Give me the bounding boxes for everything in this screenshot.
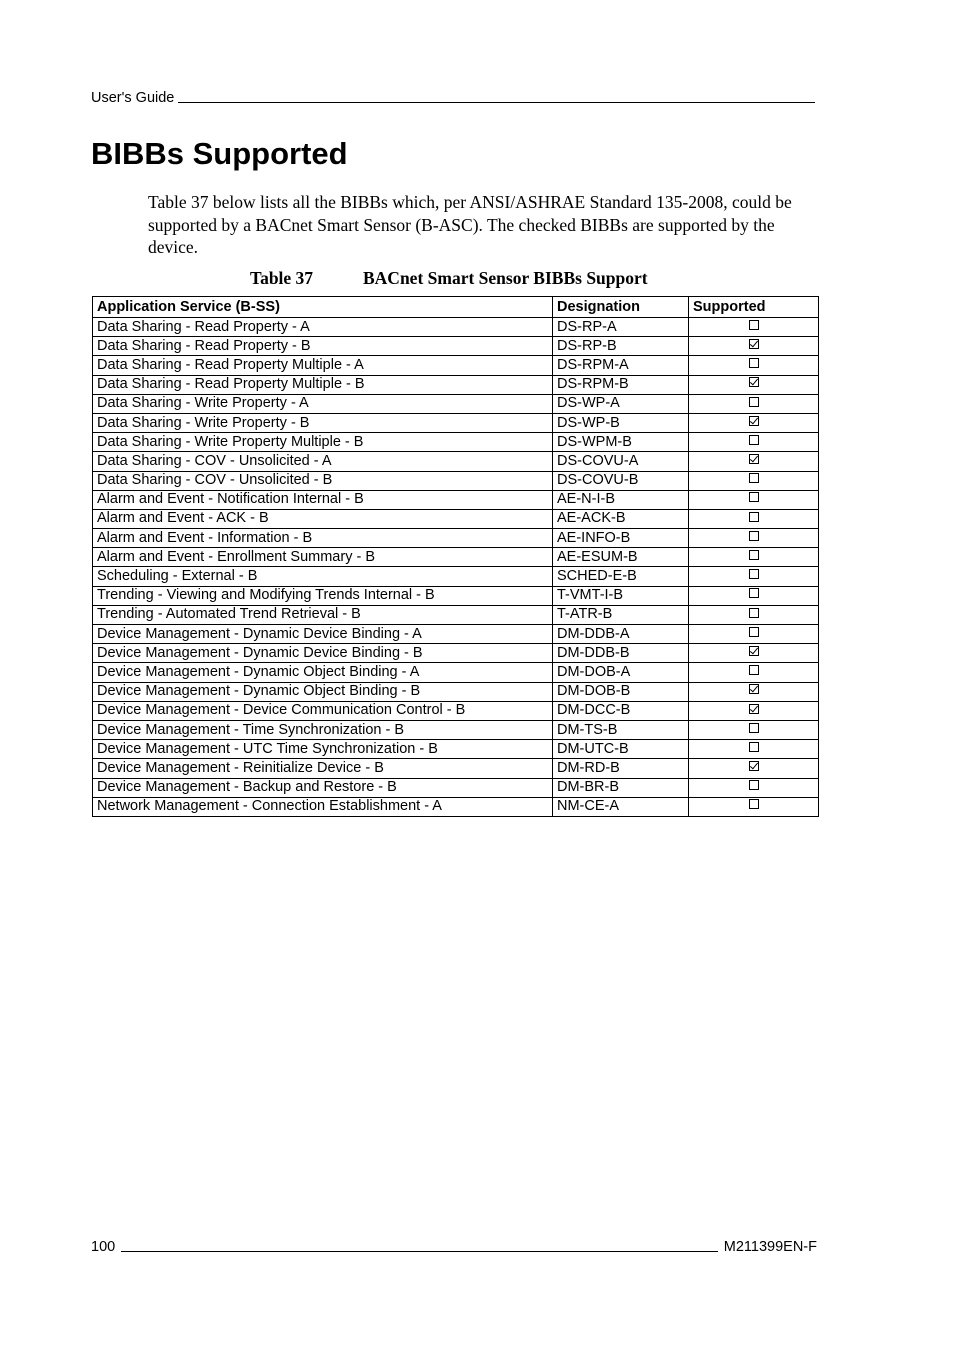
checked-box-icon (749, 684, 759, 694)
supported-cell (689, 394, 819, 413)
table-row (93, 490, 819, 509)
intro-paragraph: Table 37 below lists all the BIBBs which, per ANSI/ASHRAE Standard 135-2008, could be supported by a BACnet Smart Sensor (B-ASC). The checked BIBBs are supported by the device. (148, 192, 792, 257)
table-header-row (93, 297, 819, 318)
unchecked-box-icon (749, 780, 759, 790)
service-cell: Data Sharing - COV - Unsolicited - B (93, 471, 553, 490)
service-cell: Device Management - Backup and Restore - B (93, 778, 553, 797)
table-row (93, 720, 819, 739)
checked-box-icon (749, 416, 759, 426)
supported-cell (689, 759, 819, 778)
running-header (91, 90, 815, 106)
column-header-designation: Designation (553, 297, 689, 318)
unchecked-box-icon (749, 397, 759, 407)
unchecked-box-icon (749, 435, 759, 445)
table-caption-text: BACnet Smart Sensor BIBBs Support (363, 268, 648, 288)
unchecked-box-icon (749, 358, 759, 368)
header-text: User's Guide (91, 90, 175, 106)
service-cell: Data Sharing - Write Property - A (93, 394, 553, 413)
designation-cell: DM-RD-B (553, 759, 689, 778)
table-row (93, 509, 819, 528)
table-row (93, 740, 819, 759)
table-row (93, 682, 819, 701)
supported-cell (689, 548, 819, 567)
page-title: BIBBs Supported (91, 136, 348, 171)
supported-cell (689, 567, 819, 586)
table-row (93, 318, 819, 337)
service-cell: Data Sharing - Read Property - A (93, 318, 553, 337)
table-row (93, 375, 819, 394)
designation-cell: DM-UTC-B (553, 740, 689, 759)
designation-cell: DM-DOB-B (553, 682, 689, 701)
unchecked-box-icon (749, 531, 759, 541)
doc-code: M211399EN-F (723, 1239, 817, 1255)
unchecked-box-icon (749, 588, 759, 598)
table-row (93, 356, 819, 375)
service-cell: Data Sharing - COV - Unsolicited - A (93, 452, 553, 471)
service-cell: Device Management - Reinitialize Device - B (93, 759, 553, 778)
unchecked-box-icon (749, 799, 759, 809)
service-cell: Data Sharing - Write Property - B (93, 413, 553, 432)
table-body (93, 318, 819, 817)
table-caption-number: Table 37 (250, 268, 314, 288)
designation-cell: NM-CE-A (553, 797, 689, 816)
service-cell: Data Sharing - Read Property Multiple - B (93, 375, 553, 394)
unchecked-box-icon (749, 723, 759, 733)
page-number: 100 (91, 1239, 116, 1255)
supported-cell (689, 356, 819, 375)
designation-cell: DS-WPM-B (553, 433, 689, 452)
designation-cell: DS-COVU-B (553, 471, 689, 490)
designation-cell: DS-WP-B (553, 413, 689, 432)
designation-cell: AE-INFO-B (553, 529, 689, 548)
service-cell: Device Management - Dynamic Object Binding - B (93, 682, 553, 701)
service-cell: Device Management - Dynamic Device Binding - B (93, 644, 553, 663)
service-cell: Data Sharing - Read Property Multiple - A (93, 356, 553, 375)
table-row (93, 433, 819, 452)
table-caption (250, 268, 648, 289)
checked-box-icon (749, 454, 759, 464)
supported-cell (689, 682, 819, 701)
table-row (93, 394, 819, 413)
table-row (93, 663, 819, 682)
supported-cell (689, 433, 819, 452)
table-row (93, 778, 819, 797)
designation-cell: AE-N-I-B (553, 490, 689, 509)
checked-box-icon (749, 339, 759, 349)
bibbs-table (92, 296, 819, 817)
service-cell: Data Sharing - Read Property - B (93, 337, 553, 356)
designation-cell: T-VMT-I-B (553, 586, 689, 605)
unchecked-box-icon (749, 569, 759, 579)
table-row (93, 567, 819, 586)
designation-cell: DS-COVU-A (553, 452, 689, 471)
designation-cell: DM-DCC-B (553, 701, 689, 720)
designation-cell: AE-ACK-B (553, 509, 689, 528)
checked-box-icon (749, 761, 759, 771)
service-cell: Device Management - Dynamic Device Binding - A (93, 625, 553, 644)
supported-cell (689, 605, 819, 624)
service-cell: Alarm and Event - Information - B (93, 529, 553, 548)
table-row (93, 701, 819, 720)
service-cell: Trending - Automated Trend Retrieval - B (93, 605, 553, 624)
unchecked-box-icon (749, 512, 759, 522)
designation-cell: DS-RPM-B (553, 375, 689, 394)
column-header-service: Application Service (B-SS) (93, 297, 553, 318)
supported-cell (689, 375, 819, 394)
supported-cell (689, 509, 819, 528)
supported-cell (689, 490, 819, 509)
unchecked-box-icon (749, 627, 759, 637)
column-header-supported: Supported (689, 297, 819, 318)
designation-cell: DM-TS-B (553, 720, 689, 739)
supported-cell (689, 663, 819, 682)
service-cell: Device Management - Device Communication Control - B (93, 701, 553, 720)
designation-cell: T-ATR-B (553, 605, 689, 624)
service-cell: Device Management - UTC Time Synchronization - B (93, 740, 553, 759)
unchecked-box-icon (749, 608, 759, 618)
service-cell: Scheduling - External - B (93, 567, 553, 586)
table-row (93, 797, 819, 816)
unchecked-box-icon (749, 473, 759, 483)
service-cell: Data Sharing - Write Property Multiple - B (93, 433, 553, 452)
designation-cell: DS-RP-A (553, 318, 689, 337)
unchecked-box-icon (749, 742, 759, 752)
service-cell: Trending - Viewing and Modifying Trends Internal - B (93, 586, 553, 605)
designation-cell: DM-DDB-B (553, 644, 689, 663)
supported-cell (689, 471, 819, 490)
checked-box-icon (749, 704, 759, 714)
designation-cell: SCHED-E-B (553, 567, 689, 586)
service-cell: Alarm and Event - Notification Internal - B (93, 490, 553, 509)
table-row (93, 529, 819, 548)
service-cell: Network Management - Connection Establishment - A (93, 797, 553, 816)
table-row (93, 548, 819, 567)
designation-cell: DM-BR-B (553, 778, 689, 797)
service-cell: Device Management - Dynamic Object Binding - A (93, 663, 553, 682)
supported-cell (689, 452, 819, 471)
supported-cell (689, 586, 819, 605)
supported-cell (689, 644, 819, 663)
supported-cell (689, 413, 819, 432)
designation-cell: AE-ESUM-B (553, 548, 689, 567)
table-row (93, 452, 819, 471)
unchecked-box-icon (749, 492, 759, 502)
running-footer (91, 1239, 817, 1255)
table-row (93, 759, 819, 778)
table-row (93, 471, 819, 490)
designation-cell: DM-DDB-A (553, 625, 689, 644)
checked-box-icon (749, 377, 759, 387)
unchecked-box-icon (749, 665, 759, 675)
table-row (93, 586, 819, 605)
supported-cell (689, 701, 819, 720)
unchecked-box-icon (749, 550, 759, 560)
designation-cell: DS-RP-B (553, 337, 689, 356)
table-row (93, 625, 819, 644)
supported-cell (689, 778, 819, 797)
supported-cell (689, 797, 819, 816)
footer-rule (121, 1251, 718, 1252)
service-cell: Alarm and Event - ACK - B (93, 509, 553, 528)
supported-cell (689, 720, 819, 739)
designation-cell: DM-DOB-A (553, 663, 689, 682)
supported-cell (689, 318, 819, 337)
supported-cell (689, 529, 819, 548)
supported-cell (689, 740, 819, 759)
table-row (93, 644, 819, 663)
table-row (93, 605, 819, 624)
service-cell: Alarm and Event - Enrollment Summary - B (93, 548, 553, 567)
supported-cell (689, 337, 819, 356)
header-rule (178, 102, 815, 103)
supported-cell (689, 625, 819, 644)
unchecked-box-icon (749, 320, 759, 330)
table-row (93, 337, 819, 356)
designation-cell: DS-RPM-A (553, 356, 689, 375)
designation-cell: DS-WP-A (553, 394, 689, 413)
checked-box-icon (749, 646, 759, 656)
table-row (93, 413, 819, 432)
service-cell: Device Management - Time Synchronization - B (93, 720, 553, 739)
